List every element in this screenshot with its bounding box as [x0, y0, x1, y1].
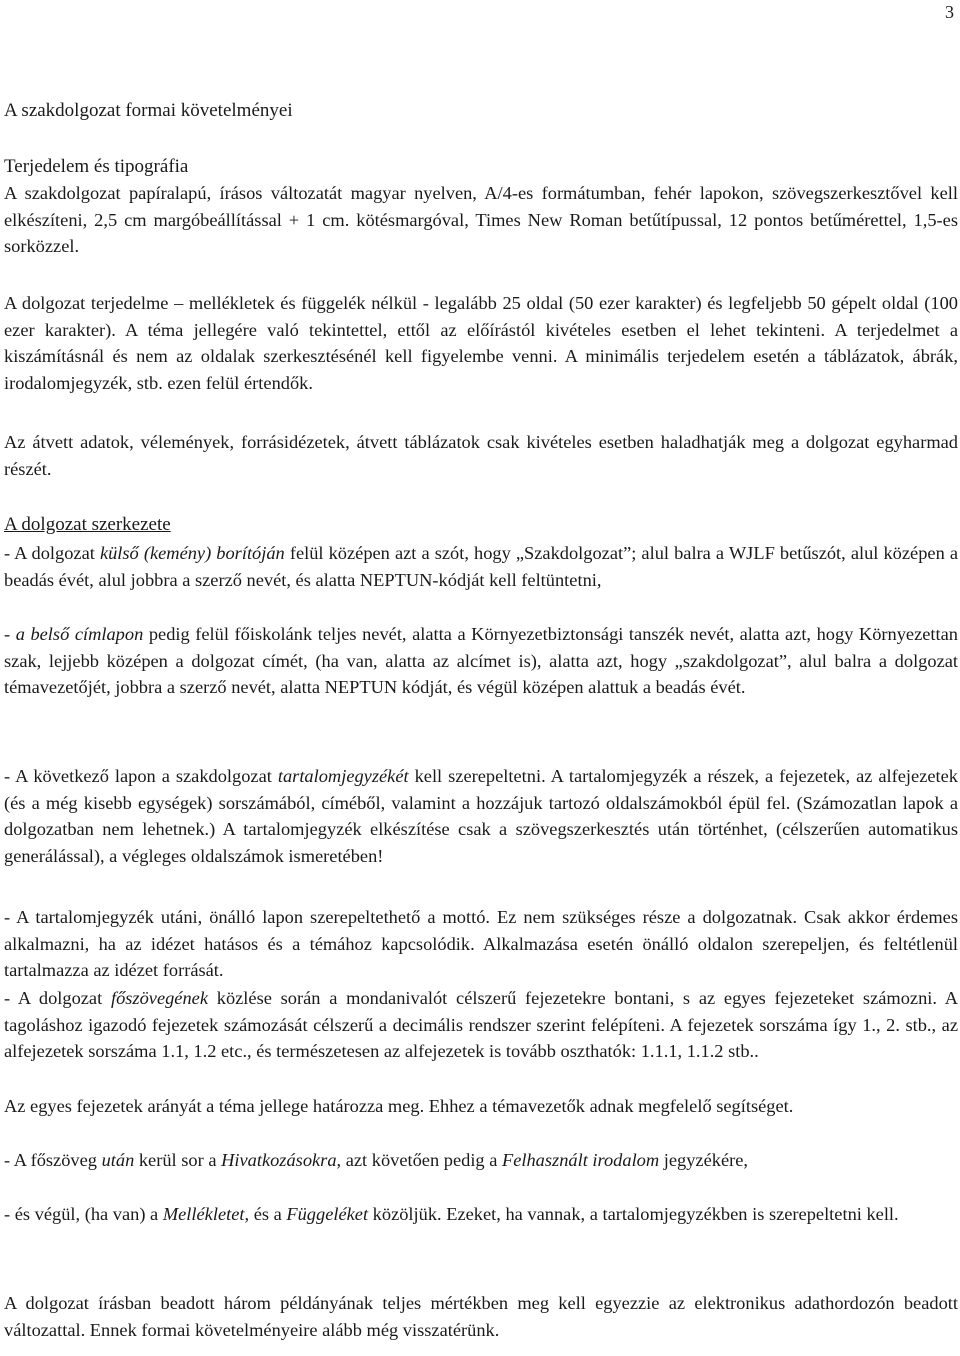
- appendix-text-c: közöljük. Ezeket, ha vannak, a tartalomjegyzékben is szerepeltetni kell.: [368, 1204, 899, 1224]
- cover-text-italic: külső (kemény) borítóján: [99, 543, 285, 563]
- cover-text-a: - A dolgozat: [4, 543, 100, 563]
- toc-text-italic: tartalomjegyzékét: [277, 766, 409, 786]
- paragraph-references: [4, 1147, 958, 1174]
- cover-text-b: felül középen azt a szót, hogy „Szakdolgozat”; alul balra a WJLF betűszót, alul középen a beadás évét, alul jobbra a szerző nevét, és alatta NEPTUN-kódját kell feltüntetni,: [4, 543, 958, 590]
- document-title: A szakdolgozat formai követelményei: [4, 100, 293, 121]
- refs-text-italic-3: Felhasznált irodalom: [501, 1150, 660, 1170]
- paragraph-title-page: [4, 621, 958, 701]
- paragraph-chapter-ratio: Az egyes fejezetek arányát a téma jellege határozza meg. Ehhez a témavezetők adnak megfelelő segítséget.: [4, 1096, 794, 1116]
- appendix-text-a: - és végül, (ha van) a: [4, 1204, 163, 1224]
- main-text-italic: főszövegének: [110, 988, 208, 1008]
- refs-text-d: jegyzékére,: [659, 1150, 749, 1170]
- paragraph-typography-1: A szakdolgozat papíralapú, írásos változatát magyar nyelven, A/4-es formátumban, fehér lapokon, szövegszerkesztővel kell elkészíteni, 2,5 cm margóbeállítással + 1 cm. kötésmargóval, Times New Roman betűtípussal, 12 pontos betűmérettel, 1,5-es sorközzel.: [4, 183, 958, 257]
- toc-text-a: - A következő lapon a szakdolgozat: [4, 766, 278, 786]
- paragraph-closing: A dolgozat írásban beadott három példányának teljes mértékben meg kell egyezzie az elektronikus adathordozón beadott változattal. Ennek formai követelményeire alább még visszatérünk.: [4, 1293, 958, 1340]
- paragraph-motto: - A tartalomjegyzék utáni, önálló lapon szerepeltethető a mottó. Ez nem szükséges része a dolgozatnak. Csak akkor érdemes alkalmazni, ha az idézet hatásos és a témához kapcsolódik. Alkalmazása esetén önálló oldalon szerepeljen, és feltétlenül tartalmazza az idézet forrását.: [4, 907, 958, 981]
- title-page-text-italic: a belső címlapon: [15, 624, 144, 644]
- main-text-a: - A dolgozat: [4, 988, 111, 1008]
- refs-text-b: kerül sor a: [134, 1150, 222, 1170]
- paragraph-length: A dolgozat terjedelme – mellékletek és függelék nélkül - legalább 25 oldal (50 ezer karakter) és legfeljebb 50 gépelt oldal (100 ezer karakter). A téma jellegére való tekintettel, ettől az előírástól kivételes esetben el lehet tekinteni. A terjedelmet a kiszámításnál és nem az oldalak szerkesztésénél kell figyelembe venni. A minimális terjedelem esetén a táblázatok, ábrák, irodalomjegyzék, stb. ezen felül értendők.: [4, 293, 958, 393]
- title-page-text-b: pedig felül főiskolánk teljes nevét, alatta a Környezetbiztonsági tanszék nevét, alatta azt, hogy Környezettan szak, lejjebb középen a dolgozat címét, (ha van, alatta az alcímet is), alatta azt, hogy „szakdolgozat”, alul balra a dolgozat témavezetőjét, jobbra a szerző nevét, alatta NEPTUN kódját, és végül középen alattuk a beadás évét.: [4, 624, 958, 698]
- page-number: 3: [945, 2, 954, 22]
- appendix-text-b: , és a: [244, 1204, 287, 1224]
- paragraph-appendix: [4, 1201, 958, 1228]
- paragraph-quoted-data: Az átvett adatok, vélemények, forrásidézetek, átvett táblázatok csak kivételes esetben haladhatják meg a dolgozat egyharmad részét.: [4, 432, 958, 479]
- paragraph-main-text: [4, 985, 958, 1065]
- paragraph-toc: [4, 763, 958, 869]
- appendix-text-italic-2: Függeléket: [286, 1204, 369, 1224]
- refs-text-a: - A főszöveg: [4, 1150, 102, 1170]
- refs-text-italic-1: után: [101, 1150, 135, 1170]
- section-heading-typography: Terjedelem és tipográfia: [4, 156, 189, 177]
- paragraph-cover: [4, 540, 958, 593]
- title-page-text-a: -: [4, 624, 16, 644]
- main-text-b: közlése során a mondanivalót célszerű fejezetekre bontani, s az egyes fejezeteket számozni. A tagoláshoz igazodó fejezetek számozását célszerű a decimális rendszer szerint felépíteni. A fejezetek sorszáma így 1., 2. stb., az alfejezetek sorszáma 1.1, 1.2 etc., és természetesen az alfejezetek is tovább oszthatók: 1.1.1, 1.1.2 stb..: [4, 988, 958, 1062]
- refs-text-c: , azt követően pedig a: [336, 1150, 502, 1170]
- section-heading-structure: A dolgozat szerkezete: [4, 514, 171, 535]
- appendix-text-italic-1: Mellékletet: [162, 1204, 245, 1224]
- toc-text-b: kell szerepeltetni. A tartalomjegyzék a részek, a fejezetek, az alfejezetek (és a még kisebb egységek) sorszámából, címéből, valamint a hozzájuk tartozó oldalszámokból épül fel. (Számozatlan lapok a dolgozatban nem lehetnek.) A tartalomjegyzék elkészítése csak a szövegszerkesztés után történhet, (célszerűen automatikus generálással), a végleges oldalszámok ismeretében!: [4, 766, 959, 866]
- refs-text-italic-2: Hivatkozásokra: [221, 1150, 337, 1170]
